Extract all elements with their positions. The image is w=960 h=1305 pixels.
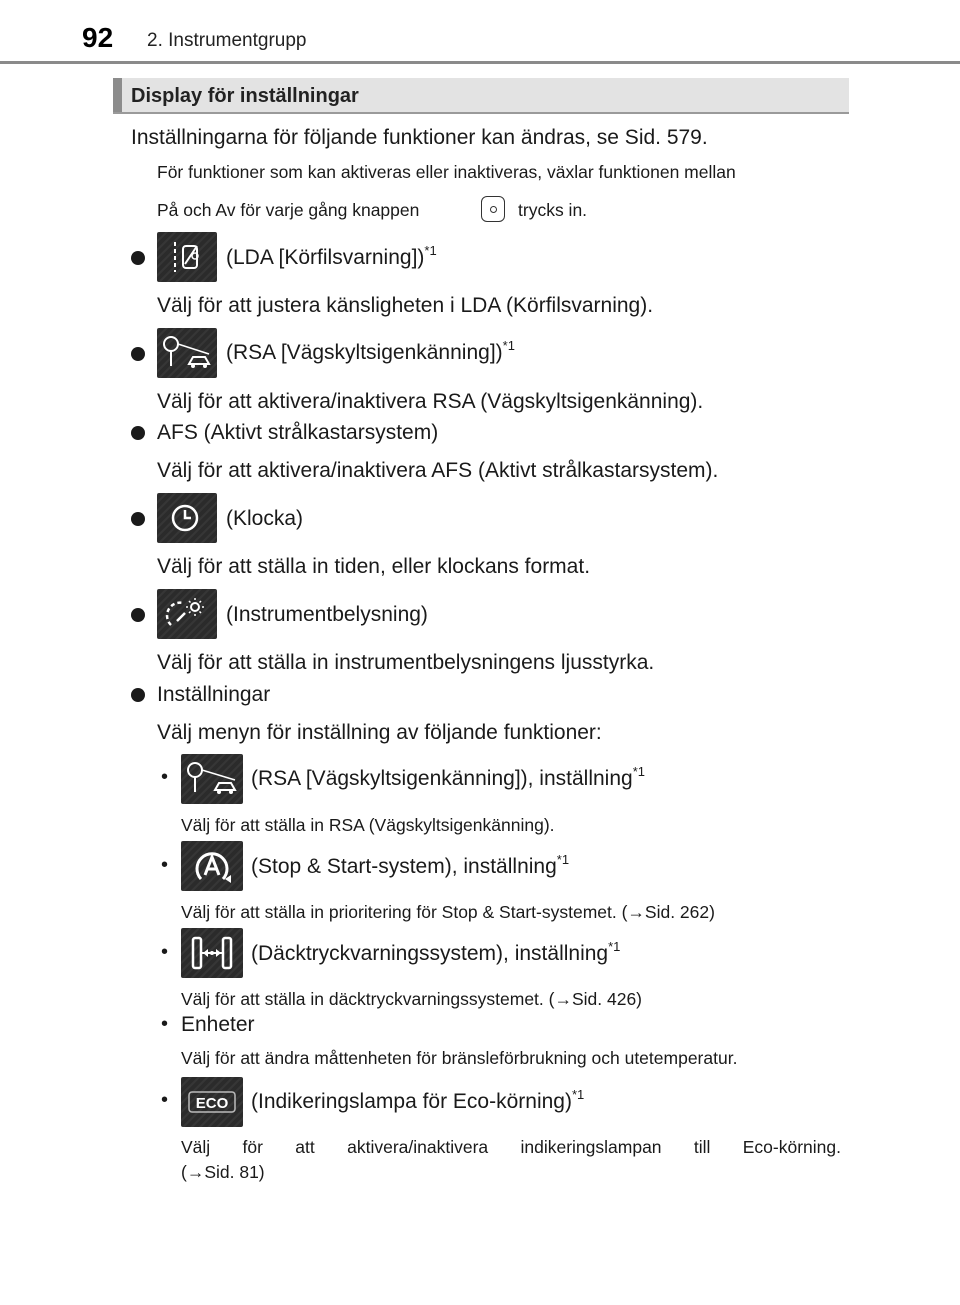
bullet — [131, 251, 145, 265]
section-accent — [113, 78, 122, 112]
subitem-description: Välj för att ändra måttenheten för bränsleförbrukning och utetemperatur. — [181, 1048, 738, 1068]
item-description: Välj för att justera känsligheten i LDA (Körfilsvarning). — [157, 294, 654, 317]
section-heading-bar — [113, 78, 849, 114]
intro-note-line2a: På och Av för varje gång knappen — [157, 200, 420, 220]
subitem-label: Enheter — [181, 1013, 255, 1036]
item-description: Välj för att ställa in instrumentbelysningens ljusstyrka. — [157, 651, 655, 674]
sub-bullet: • — [161, 941, 169, 963]
intro-text: Inställningarna för följande funktioner kan ändras, se Sid. 579. — [131, 126, 708, 149]
bullet — [131, 426, 145, 440]
sub-bullet: • — [161, 1013, 169, 1035]
clock-icon — [157, 493, 217, 543]
rsa-icon — [181, 754, 243, 804]
intro-note-line1: För funktioner som kan aktiveras eller inaktiveras, växlar funktionen mellan — [157, 162, 736, 182]
subitem-description-cont: (→Sid. 81) — [181, 1162, 265, 1182]
section-title: Display för inställningar — [131, 85, 359, 107]
subitem-label: (Indikeringslampa för Eco-körning)$^{*1}$ — [251, 1087, 585, 1113]
subitem-description: Välj för att ställa in däcktryckvarningssystemet. (→Sid. 426) — [181, 989, 643, 1009]
rsa-icon — [157, 328, 217, 378]
header-divider — [0, 61, 960, 64]
bullet — [131, 347, 145, 361]
item-description: Välj för att ställa in tiden, eller klockans format. — [157, 555, 591, 578]
subitem-description: Välj för att ställa in RSA (Vägskyltsigenkänning). — [181, 815, 555, 835]
subitem-description: Välj för att ställa in prioritering för Stop & Start-systemet. (→Sid. 262) — [181, 902, 715, 922]
page-header — [0, 0, 960, 66]
item-description: Välj för att aktivera/inaktivera RSA (Vägskyltsigenkänning). — [157, 390, 704, 413]
item-label: AFS (Aktivt strålkastarsystem) — [157, 421, 439, 444]
subitem-label: (Stop & Start-system), inställning$^{*1}$ — [251, 852, 570, 878]
eco-icon — [181, 1077, 243, 1127]
bullet — [131, 688, 145, 702]
bullet — [131, 512, 145, 526]
subitem-description: Välj för att aktivera/inaktivera indikeringslampan till Eco-körning. — [181, 1137, 841, 1157]
button-icon — [481, 196, 505, 222]
item-label: (LDA [Körfilsvarning])$^{*1}$ — [226, 243, 437, 269]
eco-icon-text: ECO — [195, 1095, 229, 1112]
sub-bullet: • — [161, 766, 169, 788]
bullet — [131, 608, 145, 622]
sub-bullet: • — [161, 854, 169, 876]
item-description: Välj för att aktivera/inaktivera AFS (Aktivt strålkastarsystem). — [157, 459, 719, 482]
stop-start-icon — [181, 841, 243, 891]
item-label: (Instrumentbelysning) — [226, 603, 428, 626]
tire-pressure-icon — [181, 928, 243, 978]
intro-note-line2b: trycks in. — [518, 200, 588, 220]
instrument-lighting-icon — [157, 589, 217, 639]
subitem-label: (RSA [Vägskyltsigenkänning]), inställning$^{*1}$ — [251, 764, 645, 790]
subitem-label: (Däcktryckvarningssystem), inställning$^{*1}$ — [251, 939, 621, 965]
chapter-title: 2. Instrumentgrupp — [147, 30, 307, 51]
item-description: Välj menyn för inställning av följande funktioner: — [157, 721, 602, 744]
page-number: 92 — [82, 22, 114, 53]
sub-bullet: • — [161, 1089, 169, 1111]
item-label: (Klocka) — [226, 507, 304, 530]
item-label: (RSA [Vägskyltsigenkänning])$^{*1}$ — [226, 338, 515, 364]
lda-icon — [157, 232, 217, 282]
item-label: Inställningar — [157, 683, 271, 706]
